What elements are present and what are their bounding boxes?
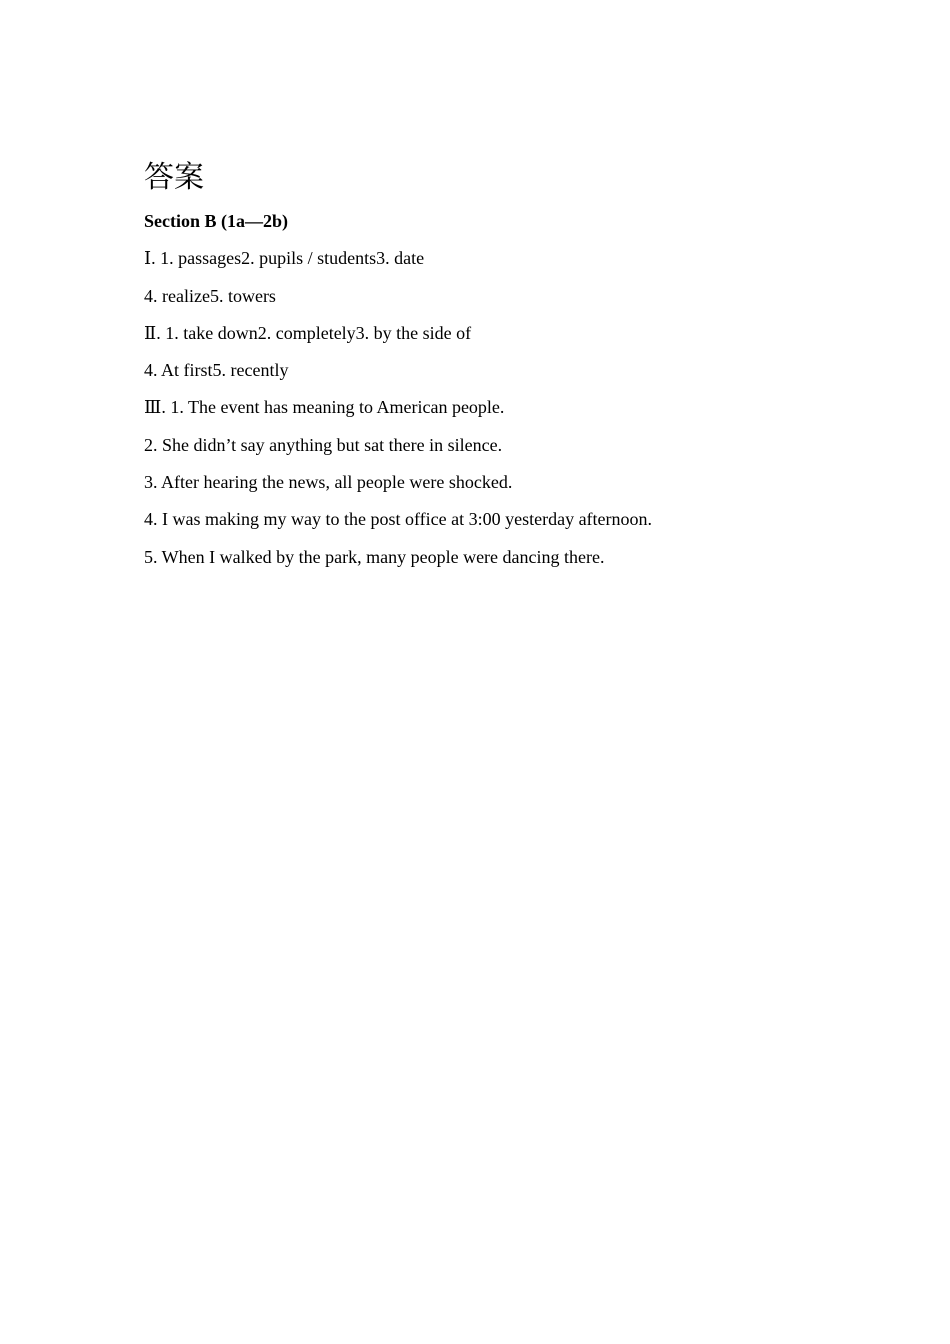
answer-line: Ⅱ. 1. take down2. completely3. by the side of <box>144 322 472 343</box>
answer-page <box>144 156 864 569</box>
answer-line: 2. She didn’t say anything but sat there in silence. <box>144 434 503 455</box>
section-heading: Section B (1a—2b) <box>144 211 288 231</box>
page-title: 答案 <box>144 160 204 195</box>
answer-line: Ⅲ. 1. The event has meaning to American people. <box>144 397 505 418</box>
answer-line: 4. realize5. towers <box>144 285 276 306</box>
answer-line: 4. At first5. recently <box>144 360 289 381</box>
answer-line: Ⅰ. 1. passages2. pupils / students3. date <box>144 248 425 269</box>
answer-line: 5. When I walked by the park, many people were dancing there. <box>144 546 605 567</box>
answer-line: 3. After hearing the news, all people were shocked. <box>144 472 513 493</box>
answer-line: 4. I was making my way to the post office at 3:00 yesterday afternoon. <box>144 509 653 530</box>
